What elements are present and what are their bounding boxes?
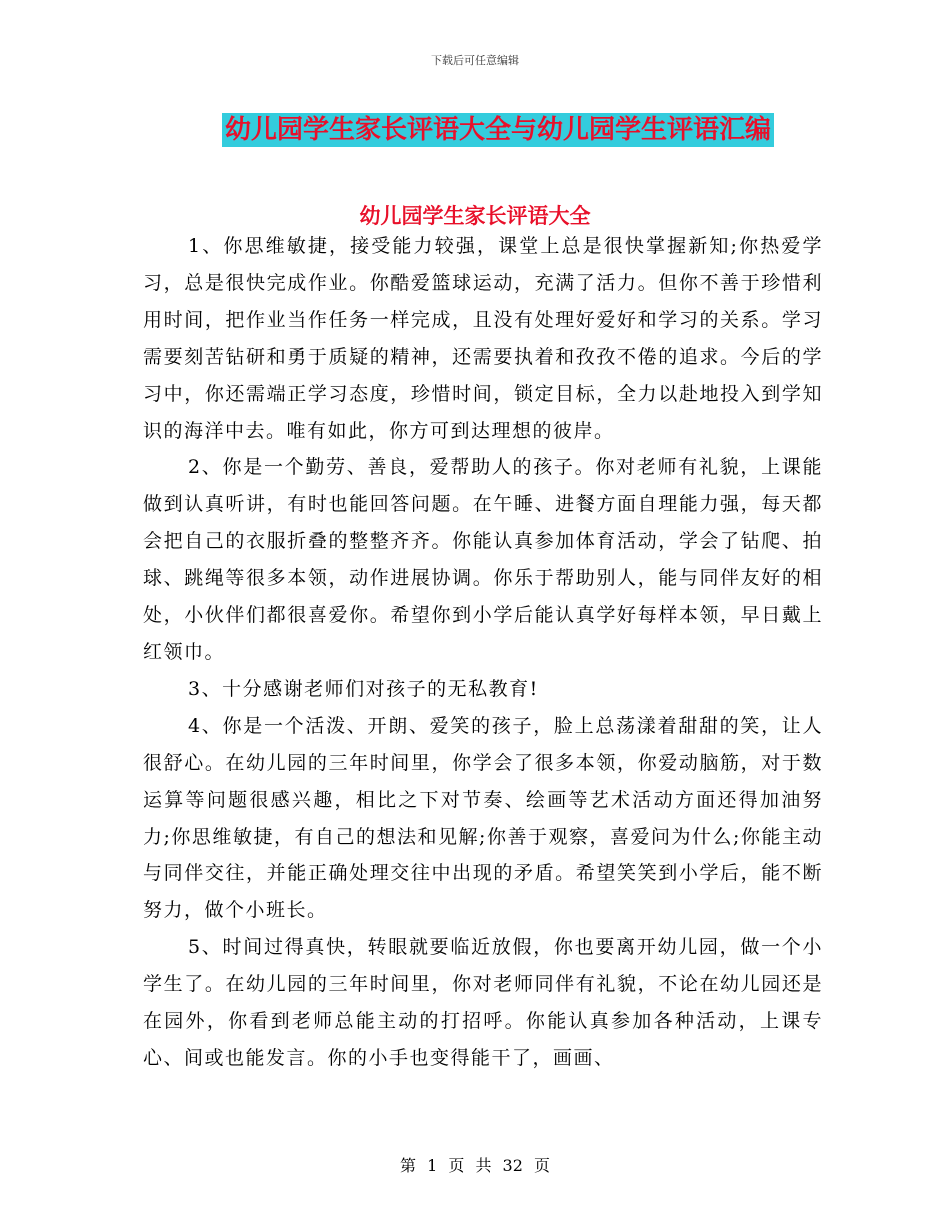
paragraph-5: 5、时间过得真快，转眼就要临近放假，你也要离开幼儿园，做一个小学生了。在幼儿园的三年时间里，你对老师同伴有礼貌，不论在幼儿园还是在园外，你看到老师总能主动的打招呼。你能认真参加各种活动，上课专心、间或也能发言。你的小手也变得能干了，画画、 [143,936,823,1069]
paragraph-1: 1、你思维敏捷，接受能力较强，课堂上总是很快掌握新知;你热爱学习，总是很快完成作业。你酷爱篮球运动，充满了活力。但你不善于珍惜利用时间，把作业当作任务一样完成，且没有处理好爱好和学习的关系。学习需要刻苦钻研和勇于质疑的精神，还需要执着和孜孜不倦的追求。今后的学习中，你还需端正学习态度，珍惜时间，锁定目标，全力以赴地投入到学知识的海洋中去。唯有如此，你方可到达理想的彼岸。 [143,235,823,442]
main-title: 幼儿园学生家长评语大全与幼儿园学生评语汇编 [222,113,774,147]
document-body [143,228,823,1077]
page-footer: 第 1 页 共 32 页 [400,1156,550,1175]
paragraph-3: 3、十分感谢老师们对孩子的无私教育! [188,677,539,700]
header-note: 下载后可任意编辑 [431,54,519,67]
paragraph-4: 4、你是一个活泼、开朗、爱笑的孩子，脸上总荡漾着甜甜的笑，让人很舒心。在幼儿园的三年时间里，你学会了很多本领，你爱动脑筋，对于数运算等问题很感兴趣，相比之下对节奏、绘画等艺术活动方面还得加油努力;你思维敏捷，有自己的想法和见解;你善于观察，喜爱问为什么;你能主动与同伴交往，并能正确处理交往中出现的矛盾。希望笑笑到小学后，能不断努力，做个小班长。 [143,714,823,922]
main-title-container [0,113,950,147]
section-title: 幼儿园学生家长评语大全 [359,204,591,228]
paragraph-2: 2、你是一个勤劳、善良，爱帮助人的孩子。你对老师有礼貌，上课能做到认真听讲，有时也能回答问题。在午睡、进餐方面自理能力强，每天都会把自己的衣服折叠的整整齐齐。你能认真参加体育活动，学会了钻爬、拍球、跳绳等很多本领，动作进展协调。你乐于帮助别人，能与同伴友好的相处，小伙伴们都很喜爱你。希望你到小学后能认真学好每样本领，早日戴上红领巾。 [143,456,823,663]
